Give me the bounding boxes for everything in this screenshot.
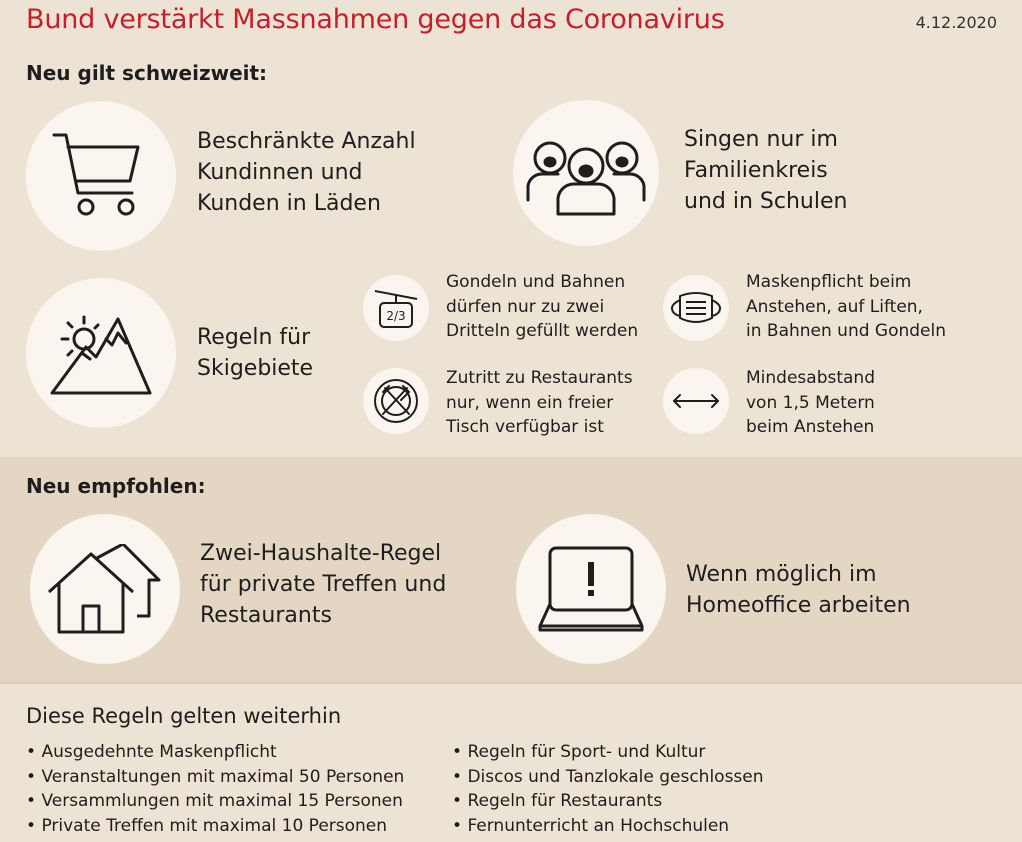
list-item: • Versammlungen mit maximal 15 Personen bbox=[26, 789, 404, 814]
band-divider bbox=[0, 682, 1022, 684]
item-text-singing: Singen nur im Familienkreis und in Schulen bbox=[684, 127, 848, 214]
continued-rules-right bbox=[452, 740, 764, 839]
item-text-mask: Maskenpflicht beim Anstehen, auf Liften, in Bahnen und Gondeln bbox=[746, 272, 947, 341]
singing-circle bbox=[513, 100, 659, 246]
publication-date: 4.12.2020 bbox=[915, 13, 997, 32]
item-text-gondola: Gondeln und Bahnen dürfen nur zu zwei Dritteln gefüllt werden bbox=[446, 272, 639, 341]
mountain-sun-icon bbox=[46, 303, 156, 403]
restaurant-circle bbox=[363, 368, 429, 434]
item-text-distance: Mindesabstand von 1,5 Metern beim Anstehen bbox=[746, 368, 875, 437]
section-heading-continued: Diese Regeln gelten weiterhin bbox=[26, 704, 342, 728]
item-text-restaurant: Zutritt zu Restaurants nur, wenn ein freier Tisch verfügbar ist bbox=[446, 368, 633, 437]
laptop-circle bbox=[516, 514, 666, 664]
houses-icon bbox=[47, 544, 163, 634]
laptop-alert-icon bbox=[536, 544, 646, 634]
list-item: • Regeln für Sport- und Kultur bbox=[452, 740, 764, 765]
section-heading-new: Neu gilt schweizweit: bbox=[26, 61, 268, 85]
ski-circle bbox=[26, 278, 176, 428]
plate-cutlery-icon bbox=[371, 376, 421, 426]
gondola-icon bbox=[371, 283, 421, 333]
page-title: Bund verstärkt Massnahmen gegen das Coronavirus bbox=[26, 4, 725, 35]
section-heading-recommended: Neu empfohlen: bbox=[26, 474, 206, 498]
list-item: • Veranstaltungen mit maximal 50 Personen bbox=[26, 765, 404, 790]
houses-circle bbox=[30, 514, 180, 664]
item-text-ski: Regeln für Skigebiete bbox=[197, 325, 314, 381]
item-text-shops: Beschränkte Anzahl Kundinnen und Kunden in Läden bbox=[197, 129, 416, 216]
continued-rules-left bbox=[26, 740, 404, 839]
distance-circle bbox=[663, 368, 729, 434]
singing-people-icon bbox=[526, 128, 646, 218]
item-text-households: Zwei-Haushalte-Regel für private Treffen und Restaurants bbox=[200, 541, 447, 628]
mask-circle bbox=[663, 275, 729, 341]
list-item: • Discos und Tanzlokale geschlossen bbox=[452, 765, 764, 790]
list-item: • Private Treffen mit maximal 10 Personen bbox=[26, 814, 404, 839]
item-text-homeoffice: Wenn möglich im Homeoffice arbeiten bbox=[686, 562, 911, 618]
gondola-badge: 2/3 bbox=[386, 309, 406, 323]
distance-arrow-icon bbox=[671, 391, 721, 411]
gondola-circle bbox=[363, 275, 429, 341]
face-mask-icon bbox=[668, 288, 724, 328]
list-item: • Ausgedehnte Maskenpflicht bbox=[26, 740, 404, 765]
list-item: • Fernunterricht an Hochschulen bbox=[452, 814, 764, 839]
list-item: • Regeln für Restaurants bbox=[452, 789, 764, 814]
cart-circle bbox=[26, 101, 176, 251]
shopping-cart-icon bbox=[46, 121, 156, 231]
